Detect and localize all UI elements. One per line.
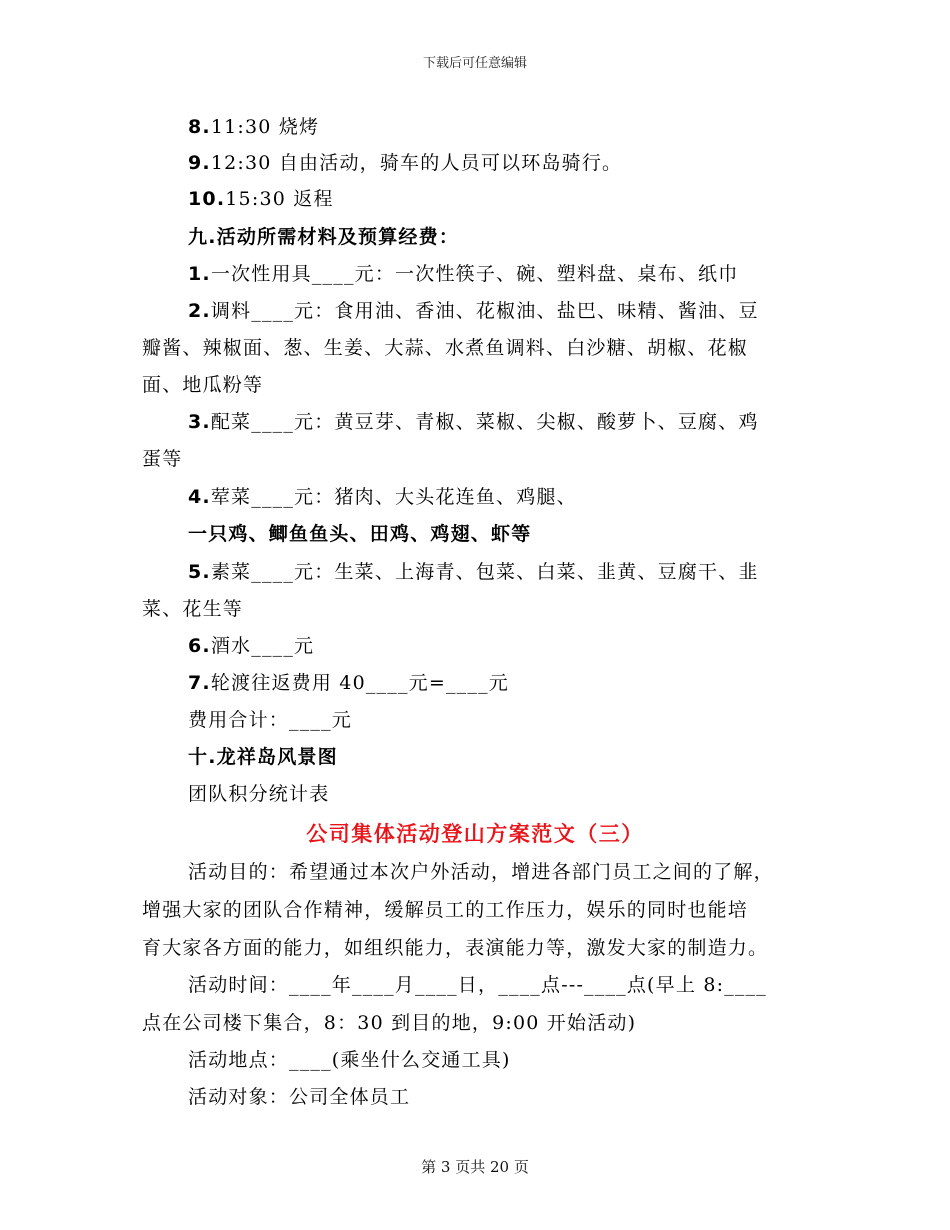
page-footer: 第 3 页共 20 页 [421, 1158, 529, 1176]
item-text: 配菜____元：黄豆芽、青椒、菜椒、尖椒、酸萝卜、豆腐、鸡 [210, 411, 759, 433]
text-line: 面、地瓜粉等 [142, 374, 264, 396]
item-text: 一次性用具____元：一次性筷子、碗、塑料盘、桌布、纸巾 [210, 263, 739, 285]
paragraph-line: 点在公司楼下集合，8：30 到目的地，9:00 开始活动) [142, 1012, 637, 1034]
paragraph-line: 增强大家的团队合作精神，缓解员工的工作压力，娱乐的同时也能培 [142, 899, 749, 921]
item-text: 11:30 烧烤 [210, 116, 320, 138]
list-item [188, 634, 314, 658]
bold-text-line: 一只鸡、鲫鱼鱼头、田鸡、鸡翅、虾等 [188, 523, 532, 545]
list-item [188, 410, 759, 434]
text-line: 瓣酱、辣椒面、葱、生姜、大蒜、水煮鱼调料、白沙糖、胡椒、花椒 [142, 337, 749, 359]
text-line: 团队积分统计表 [188, 783, 330, 805]
item-number: 5. [188, 561, 211, 583]
paragraph-line: 活动时间：____年____月____日，____点---____点(早上 8:____ [188, 974, 768, 996]
total-cost: 费用合计：____元 [188, 709, 353, 731]
list-item [188, 485, 577, 509]
list-item [188, 299, 759, 323]
item-number: 3. [188, 411, 211, 433]
section-heading: 九.活动所需材料及预算经费： [188, 226, 460, 248]
page-header: 下载后可任意编辑 [422, 56, 527, 71]
section-title: 公司集体活动登山方案范文（三） [306, 822, 644, 846]
paragraph-line: 活动对象：公司全体员工 [188, 1086, 411, 1108]
paragraph-line: 育大家各方面的能力，如组织能力，表演能力等，激发大家的制造力。 [142, 937, 769, 959]
item-text: 12:30 自由活动，骑车的人员可以环岛骑行。 [210, 152, 623, 174]
text-line: 菜、花生等 [142, 598, 244, 620]
list-item [188, 262, 738, 286]
list-item [188, 115, 319, 139]
item-number: 2. [188, 300, 211, 322]
text-line: 蛋等 [142, 448, 183, 470]
list-item [188, 187, 334, 211]
item-text: 荤菜____元：猪肉、大头花连鱼、鸡腿、 [210, 486, 577, 508]
item-number: 9. [188, 152, 211, 174]
paragraph-line: 活动地点：____(乘坐什么交通工具) [188, 1049, 511, 1071]
item-number: 10. [188, 188, 226, 210]
section-heading: 十.龙祥岛风景图 [188, 746, 338, 768]
item-text: 素菜____元：生菜、上海青、包菜、白菜、韭黄、豆腐干、韭 [210, 561, 759, 583]
item-text: 调料____元：食用油、香油、花椒油、盐巴、味精、酱油、豆 [210, 300, 759, 322]
paragraph-line: 活动目的：希望通过本次户外活动，增进各部门员工之间的了解， [188, 861, 774, 883]
item-number: 6. [188, 635, 211, 657]
item-number: 4. [188, 486, 211, 508]
list-item [188, 151, 622, 175]
item-number: 7. [188, 672, 211, 694]
item-number: 1. [188, 263, 211, 285]
list-item [188, 560, 759, 584]
list-item [188, 671, 509, 695]
item-text: 15:30 返程 [225, 188, 334, 210]
item-text: 酒水____元 [210, 635, 315, 657]
item-text: 轮渡往返费用 40____元=____元 [210, 672, 509, 694]
item-number: 8. [188, 116, 211, 138]
